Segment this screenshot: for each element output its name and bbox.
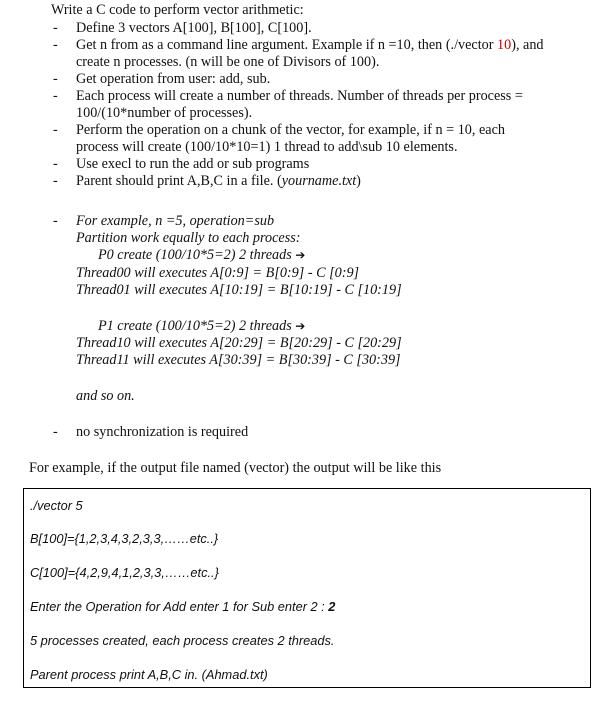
bullet-marker: - <box>53 424 58 440</box>
bullet-marker: - <box>53 213 58 229</box>
example-thread10: Thread10 will executes A[20:29] = B[20:29] - C [20:29] <box>76 335 402 351</box>
bullet-parent-print <box>76 173 588 190</box>
bullet-threads-line1: Each process will create a number of threads. Number of threads per process = <box>76 88 523 104</box>
output-command: ./vector 5 <box>30 498 83 513</box>
bullet-parent-prefix: Parent should print A,B,C in a file. ( <box>76 173 282 189</box>
example-partition: Partition work equally to each process: <box>76 230 301 246</box>
bullet-threads-line2: 100/(10*number of processes). <box>76 104 253 121</box>
output-c-vector: C[100]={4,2,9,4,1,2,3,3,……etc..} <box>30 565 219 580</box>
example-thread01: Thread01 will executes A[10:19] = B[10:19] - C [10:19] <box>76 282 402 298</box>
bullet-command-line-prefix: Get n from as a command line argument. Example if n =10, then (./vector <box>76 37 498 53</box>
bullet-parent-suffix: ) <box>356 173 361 189</box>
assignment-heading: Write a C code to perform vector arithmetic: <box>51 2 304 18</box>
output-prompt-answer: 2 <box>328 599 336 614</box>
bullet-perform-line1: Perform the operation on a chunk of the vector, for example, if n = 10, each <box>76 122 505 138</box>
bullet-perform-line2: process will create (100/10*10=1) 1 thread to add\sub 10 elements. <box>76 138 458 155</box>
bullet-marker: - <box>53 173 58 189</box>
bullet-command-line <box>76 37 588 70</box>
example-thread11: Thread11 will executes A[30:39] = B[30:39] - C [30:39] <box>76 352 401 368</box>
output-parent-print: Parent process print A,B,C in. (Ahmad.txt) <box>30 667 268 682</box>
bullet-marker: - <box>53 37 58 53</box>
bullet-marker: - <box>53 88 58 104</box>
bullet-define-vectors: Define 3 vectors A[100], B[100], C[100]. <box>76 20 312 36</box>
bullet-marker: - <box>53 71 58 87</box>
output-processes-created: 5 processes created, each process creates 2 threads. <box>30 633 335 648</box>
right-arrow-icon: ➔ <box>295 248 306 262</box>
example-and-so-on: and so on. <box>76 388 135 404</box>
bullet-marker: - <box>53 20 58 36</box>
example-p1-create: P1 create (100/10*5=2) 2 threads ➔ <box>98 318 306 334</box>
bullet-threads-per-process <box>76 88 588 121</box>
bullet-command-line-suffix: ), and <box>511 37 544 53</box>
bullet-command-line-line2: create n processes. (n will be one of Divisors of 100). <box>76 53 380 70</box>
output-intro: For example, if the output file named (vector) the output will be like this <box>29 460 442 476</box>
output-example-box <box>23 488 591 688</box>
bullet-perform-operation <box>76 122 588 155</box>
bullet-marker: - <box>53 122 58 138</box>
right-arrow-icon: ➔ <box>295 319 306 333</box>
example-p0-create: P0 create (100/10*5=2) 2 threads ➔ <box>98 247 306 263</box>
bullet-execl: Use execl to run the add or sub programs <box>76 156 310 172</box>
filename-italic: yourname.txt <box>281 173 357 189</box>
output-b-vector: B[100]={1,2,3,4,3,2,3,3,……etc..} <box>30 531 219 546</box>
example-thread00: Thread00 will executes A[0:9] = B[0:9] - C [0:9] <box>76 265 360 281</box>
bullet-no-sync: no synchronization is required <box>76 424 249 440</box>
output-prompt: Enter the Operation for Add enter 1 for Sub enter 2 : 2 <box>30 599 336 614</box>
highlighted-argument: 10 <box>497 37 512 53</box>
example-intro: For example, n =5, operation=sub <box>76 213 275 229</box>
bullet-marker: - <box>53 156 58 172</box>
bullet-get-operation: Get operation from user: add, sub. <box>76 71 271 87</box>
